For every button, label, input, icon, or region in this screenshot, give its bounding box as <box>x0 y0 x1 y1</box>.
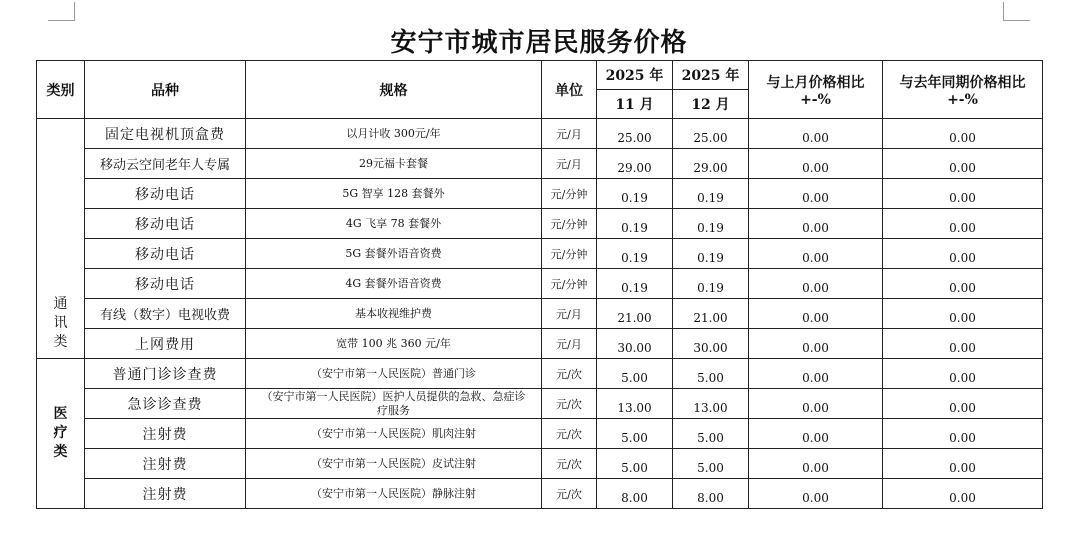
row-yoy-change: 0.00 <box>883 449 1043 479</box>
row-name: 移动电话 <box>85 179 246 209</box>
row-dec-price: 21.00 <box>673 299 749 329</box>
row-name: 注射费 <box>85 419 246 449</box>
row-mom-change: 0.00 <box>749 179 883 209</box>
row-dec-price: 0.19 <box>673 179 749 209</box>
table-row <box>37 359 1043 389</box>
row-spec: 5G 套餐外语音资费 <box>246 239 542 269</box>
row-spec: 4G 套餐外语音资费 <box>246 269 542 299</box>
row-dec-price: 25.00 <box>673 119 749 149</box>
table-header <box>37 61 1043 119</box>
header-unit: 单位 <box>542 61 597 119</box>
row-nov-price: 0.19 <box>597 179 673 209</box>
row-unit: 元/次 <box>542 419 597 449</box>
table-body <box>37 119 1043 509</box>
table-row <box>37 419 1043 449</box>
row-mom-change: 0.00 <box>749 119 883 149</box>
row-dec-price: 8.00 <box>673 479 749 509</box>
row-unit: 元/次 <box>542 389 597 419</box>
row-spec: 宽带 100 兆 360 元/年 <box>246 329 542 359</box>
row-spec: （安宁市第一人民医院）医护人员提供的急救、急症诊疗服务 <box>246 389 542 419</box>
row-nov-price: 8.00 <box>597 479 673 509</box>
row-nov-price: 25.00 <box>597 119 673 149</box>
row-yoy-change: 0.00 <box>883 149 1043 179</box>
row-dec-price: 0.19 <box>673 269 749 299</box>
page-corner-mark-right <box>1003 2 1030 21</box>
row-mom-change: 0.00 <box>749 239 883 269</box>
header-mom-label: 与上月价格相比 <box>766 74 865 91</box>
row-mom-change: 0.00 <box>749 419 883 449</box>
table-row <box>37 389 1043 419</box>
table-row <box>37 209 1043 239</box>
row-nov-price: 0.19 <box>597 269 673 299</box>
row-nov-price: 13.00 <box>597 389 673 419</box>
header-year-dec: 2025 年 <box>673 61 749 90</box>
row-mom-change: 0.00 <box>749 299 883 329</box>
table-row <box>37 449 1043 479</box>
row-mom-change: 0.00 <box>749 209 883 239</box>
row-name: 有线（数字）电视收费 <box>85 299 246 329</box>
table-row <box>37 149 1043 179</box>
row-mom-change: 0.00 <box>749 449 883 479</box>
header-month-dec: 12 月 <box>673 90 749 119</box>
row-unit: 元/分钟 <box>542 239 597 269</box>
row-name: 移动电话 <box>85 209 246 239</box>
row-nov-price: 29.00 <box>597 149 673 179</box>
row-dec-price: 30.00 <box>673 329 749 359</box>
row-unit: 元/月 <box>542 149 597 179</box>
row-dec-price: 5.00 <box>673 359 749 389</box>
row-yoy-change: 0.00 <box>883 419 1043 449</box>
header-spec: 规格 <box>246 61 542 119</box>
row-spec: （安宁市第一人民医院）肌肉注射 <box>246 419 542 449</box>
row-mom-change: 0.00 <box>749 329 883 359</box>
row-nov-price: 5.00 <box>597 449 673 479</box>
row-unit: 元/分钟 <box>542 209 597 239</box>
table-row <box>37 239 1043 269</box>
category-medical <box>37 359 85 509</box>
row-mom-change: 0.00 <box>749 479 883 509</box>
row-unit: 元/月 <box>542 329 597 359</box>
row-mom-change: 0.00 <box>749 389 883 419</box>
row-name: 急诊诊查费 <box>85 389 246 419</box>
category-medical-label: 医疗类 <box>53 406 68 460</box>
header-yoy-sub: +-% <box>947 91 978 108</box>
row-spec: 4G 飞享 78 套餐外 <box>246 209 542 239</box>
row-dec-price: 0.19 <box>673 239 749 269</box>
price-table <box>36 60 1043 509</box>
row-unit: 元/次 <box>542 449 597 479</box>
row-dec-price: 13.00 <box>673 389 749 419</box>
row-yoy-change: 0.00 <box>883 329 1043 359</box>
header-category: 类别 <box>37 61 85 119</box>
row-unit: 元/分钟 <box>542 179 597 209</box>
page-corner-mark-left <box>48 2 75 21</box>
document-title: 安宁市城市居民服务价格 <box>390 28 688 58</box>
table-row <box>37 329 1043 359</box>
row-spec: （安宁市第一人民医院）皮试注射 <box>246 449 542 479</box>
row-nov-price: 5.00 <box>597 419 673 449</box>
table-row <box>37 119 1043 149</box>
row-unit: 元/分钟 <box>542 269 597 299</box>
row-spec: 29元福卡套餐 <box>246 149 542 179</box>
header-year-nov: 2025 年 <box>597 61 673 90</box>
row-unit: 元/次 <box>542 479 597 509</box>
row-mom-change: 0.00 <box>749 269 883 299</box>
header-variety: 品种 <box>85 61 246 119</box>
row-nov-price: 5.00 <box>597 359 673 389</box>
row-nov-price: 30.00 <box>597 329 673 359</box>
row-yoy-change: 0.00 <box>883 299 1043 329</box>
header-month-nov: 11 月 <box>597 90 673 119</box>
row-spec: （安宁市第一人民医院）静脉注射 <box>246 479 542 509</box>
row-name: 注射费 <box>85 449 246 479</box>
row-yoy-change: 0.00 <box>883 239 1043 269</box>
row-mom-change: 0.00 <box>749 149 883 179</box>
row-unit: 元/月 <box>542 299 597 329</box>
header-yoy <box>883 61 1043 119</box>
row-yoy-change: 0.00 <box>883 359 1043 389</box>
row-yoy-change: 0.00 <box>883 119 1043 149</box>
row-name: 注射费 <box>85 479 246 509</box>
row-yoy-change: 0.00 <box>883 479 1043 509</box>
row-name: 上网费用 <box>85 329 246 359</box>
row-name: 移动云空间老年人专属 <box>85 149 246 179</box>
row-spec: 基本收视维护费 <box>246 299 542 329</box>
table-row <box>37 269 1043 299</box>
row-nov-price: 21.00 <box>597 299 673 329</box>
row-nov-price: 0.19 <box>597 209 673 239</box>
row-dec-price: 0.19 <box>673 209 749 239</box>
row-spec: 以月计收 300元/年 <box>246 119 542 149</box>
row-name: 普通门诊诊查费 <box>85 359 246 389</box>
table-row <box>37 479 1043 509</box>
row-nov-price: 0.19 <box>597 239 673 269</box>
row-yoy-change: 0.00 <box>883 179 1043 209</box>
table-row <box>37 179 1043 209</box>
row-dec-price: 5.00 <box>673 449 749 479</box>
category-communication <box>37 119 85 359</box>
row-spec: （安宁市第一人民医院）普通门诊 <box>246 359 542 389</box>
row-yoy-change: 0.00 <box>883 209 1043 239</box>
header-mom <box>749 61 883 119</box>
row-yoy-change: 0.00 <box>883 389 1043 419</box>
row-name: 移动电话 <box>85 239 246 269</box>
header-mom-sub: +-% <box>800 91 831 108</box>
row-name: 固定电视机顶盒费 <box>85 119 246 149</box>
row-unit: 元/次 <box>542 359 597 389</box>
header-yoy-label: 与去年同期价格相比 <box>899 74 1026 91</box>
row-mom-change: 0.00 <box>749 359 883 389</box>
row-name: 移动电话 <box>85 269 246 299</box>
row-unit: 元/月 <box>542 119 597 149</box>
row-dec-price: 29.00 <box>673 149 749 179</box>
row-spec: 5G 智享 128 套餐外 <box>246 179 542 209</box>
row-yoy-change: 0.00 <box>883 269 1043 299</box>
row-dec-price: 5.00 <box>673 419 749 449</box>
table-row <box>37 299 1043 329</box>
category-communication-label: 通讯类 <box>53 296 68 350</box>
